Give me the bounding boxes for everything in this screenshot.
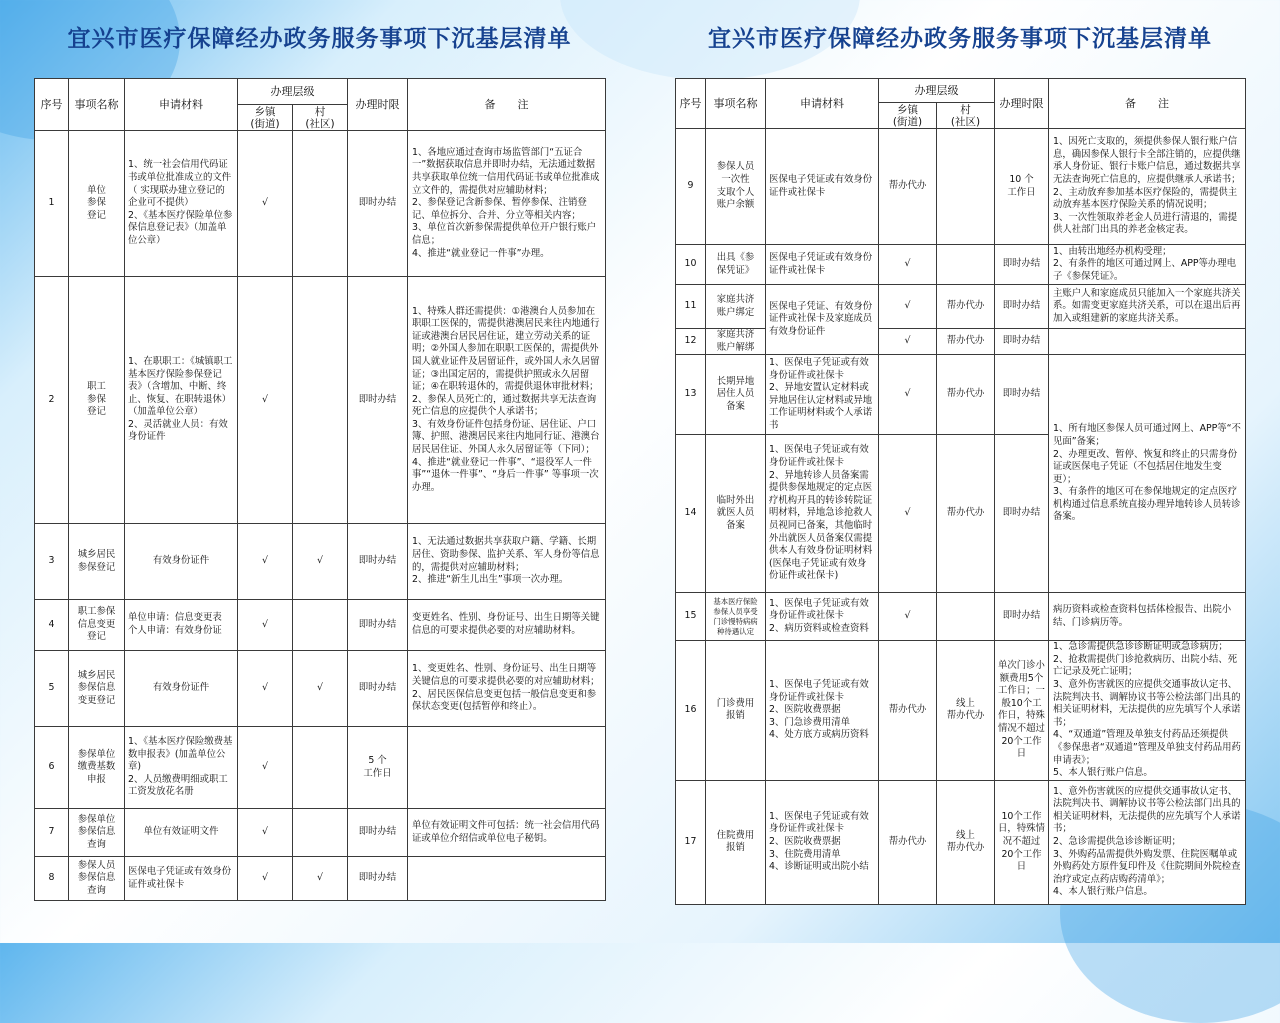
cell-seq: 7 [35, 809, 69, 857]
cell-seq: 6 [35, 727, 69, 809]
table-row [676, 641, 1246, 781]
cell-name: 职工 参保 登记 [69, 277, 125, 524]
header-time: 办理时限 [995, 79, 1049, 129]
cell-town: 帮办代办 [879, 641, 937, 781]
right-page [675, 0, 1245, 905]
cell-village [293, 809, 348, 857]
cell-town: √ [238, 524, 293, 600]
cell-seq: 4 [35, 600, 69, 651]
header-town: 乡镇 (街道) [238, 105, 293, 131]
cell-materials: 医保电子凭证或有效身份证件或社保卡 [766, 129, 879, 245]
table-row [676, 355, 1246, 435]
header-time: 办理时限 [348, 79, 408, 131]
cell-seq: 15 [676, 593, 706, 641]
cell-village: 帮办代办 [937, 355, 995, 435]
cell-time: 即时办结 [995, 329, 1049, 355]
cell-town: √ [238, 277, 293, 524]
cell-note: 单位有效证明文件可包括：统一社会信用代码证或单位介绍信或单位电子秘钥。 [408, 809, 606, 857]
cell-note: 1、急诊需提供急诊诊断证明或急诊病历； 2、抢救需提供门诊抢救病历、出院小结、死亡记录及死亡证明； 3、意外伤害就医的应提供交通事故认定书、法院判决书、调解协议书等公检法部门出具的相关证明材料，无法提供的应先填写个人承诺书； 4、“双通道”管理及单独支付药品还须提供《参保患者“双通道”管理及单独支付药品用药申请表》； 5、本人银行账户信息。 [1049, 641, 1246, 781]
cell-village: 线上 帮办代办 [937, 780, 995, 904]
cell-materials: 单位有效证明文件 [125, 809, 238, 857]
cell-seq: 12 [676, 329, 706, 355]
cell-name: 参保人员 一次性 支取个人 账户余额 [706, 129, 766, 245]
cell-town: 帮办代办 [879, 129, 937, 245]
header-seq: 序号 [35, 79, 69, 131]
cell-town: √ [238, 727, 293, 809]
cell-village: 线上 帮办代办 [937, 641, 995, 781]
cell-village [293, 727, 348, 809]
cell-seq: 11 [676, 285, 706, 329]
cell-village: 帮办代办 [937, 285, 995, 329]
header-village: 村 (社区) [293, 105, 348, 131]
cell-materials: 1、统一社会信用代码证书或单位批准成立的文件（ 实现联办建立登记的企业可不提供） 2、《基本医疗保险单位参保信息登记表》（加盖单位公章） [125, 131, 238, 277]
cell-town: √ [238, 131, 293, 277]
table-row [35, 727, 606, 809]
cell-name: 参保单位 缴费基数 申报 [69, 727, 125, 809]
header-materials: 申请材料 [125, 79, 238, 131]
cell-name: 家庭共济 账户绑定 [706, 285, 766, 329]
table-row [676, 129, 1246, 245]
cell-time: 10 个 工作日 [995, 129, 1049, 245]
service-list-table [675, 78, 1246, 905]
cell-village: 帮办代办 [937, 435, 995, 593]
cell-name: 长期异地 居住人员 备案 [706, 355, 766, 435]
table-row [35, 651, 606, 727]
cell-village [293, 131, 348, 277]
table-row [35, 277, 606, 524]
cell-seq: 14 [676, 435, 706, 593]
table-row [676, 245, 1246, 285]
table-row [35, 600, 606, 651]
table-row [676, 329, 1246, 355]
cell-note [1049, 329, 1246, 355]
cell-town: √ [879, 435, 937, 593]
cell-name: 单位 参保 登记 [69, 131, 125, 277]
cell-town: √ [879, 593, 937, 641]
cell-name: 参保单位 参保信息 查询 [69, 809, 125, 857]
cell-note: 1、各地应通过查询市场监管部门“五证合一”数据获取信息并即时办结，无法通过数据共享获取单位统一信用代码证书或单位批准成立文件的，需提供对应辅助材料； 2、参保登记含新参保、暂停参保、注销登记、单位拆分、合并、分立等相关内容； 3、单位首次新参保需提供单位开户银行账户信息； 4、推进“就业登记一件事”办理。 [408, 131, 606, 277]
cell-note: 1、所有地区参保人员可通过网上、APP等“不见面”备案； 2、办理更改、暂停、恢复和终止的只需身份证或医保电子凭证（不包括居住地发生变更）； 3、有条件的地区可在参保地规定的定点医疗机构通过信息系统直接办理异地转诊人员转诊备案。 [1049, 355, 1246, 593]
service-list-table [34, 78, 606, 901]
cell-town: √ [879, 245, 937, 285]
cell-seq: 17 [676, 780, 706, 904]
cell-materials: 医保电子凭证或有效身份证件或社保卡 [125, 857, 238, 901]
header-level: 办理层级 [238, 79, 348, 105]
cell-time: 即时办结 [348, 600, 408, 651]
cell-seq: 13 [676, 355, 706, 435]
cell-town: √ [238, 809, 293, 857]
cell-seq: 8 [35, 857, 69, 901]
cell-note: 主账户人和家庭成员只能加入一个家庭共济关系。如需变更家庭共济关系，可以在退出后再加入或组建新的家庭共济关系。 [1049, 285, 1246, 329]
cell-name: 临时外出 就医人员 备案 [706, 435, 766, 593]
cell-name: 门诊费用 报销 [706, 641, 766, 781]
cell-materials: 单位申请：信息变更表 个人申请：有效身份证 [125, 600, 238, 651]
cell-materials: 1、医保电子凭证或有效身份证件或社保卡 2、异地安置认定材料或异地居住认定材料或异地工作证明材料或个人承诺书 [766, 355, 879, 435]
cell-name: 城乡居民 参保登记 [69, 524, 125, 600]
cell-name: 职工参保 信息变更 登记 [69, 600, 125, 651]
header-note: 备 注 [408, 79, 606, 131]
table-row [35, 524, 606, 600]
cell-village [937, 129, 995, 245]
header-materials: 申请材料 [766, 79, 879, 129]
cell-name: 城乡居民 参保信息 变更登记 [69, 651, 125, 727]
cell-village: 帮办代办 [937, 329, 995, 355]
cell-town: √ [879, 329, 937, 355]
cell-time: 即时办结 [348, 651, 408, 727]
header-village: 村 (社区) [937, 103, 995, 129]
cell-name: 基本医疗保险 参保人员享受 门诊慢特病病 种待遇认定 [706, 593, 766, 641]
cell-town: √ [238, 857, 293, 901]
cell-note: 1、无法通过数据共享获取户籍、学籍、长期居住、资助参保、监护关系、军人身份等信息的，需提供对应辅助材料； 2、推进“新生儿出生”事项一次办理。 [408, 524, 606, 600]
cell-seq: 2 [35, 277, 69, 524]
cell-materials: 1、医保电子凭证或有效身份证件或社保卡 2、病历资料或检查资料 [766, 593, 879, 641]
cell-name: 家庭共济 账户解绑 [706, 329, 766, 355]
cell-seq: 5 [35, 651, 69, 727]
table-row [676, 593, 1246, 641]
cell-materials: 有效身份证件 [125, 651, 238, 727]
cell-seq: 1 [35, 131, 69, 277]
table-row [676, 780, 1246, 904]
cell-seq: 9 [676, 129, 706, 245]
cell-time: 即时办结 [995, 593, 1049, 641]
cell-time: 5 个 工作日 [348, 727, 408, 809]
cell-time: 即时办结 [348, 809, 408, 857]
cell-town: √ [879, 355, 937, 435]
page-title: 宜兴市医疗保障经办政务服务事项下沉基层清单 [67, 26, 572, 52]
header-name: 事项名称 [706, 79, 766, 129]
cell-note: 1、因死亡支取的，须提供参保人银行账户信息，确因参保人银行卡全部注销的，应提供继承人身份证、银行卡账户信息，通过数据共享无法查询死亡信息的，应提供继承人承诺书； 2、主动放弃参加基本医疗保险的，需提供主动放弃基本医疗保险关系的情况说明； 3、一次性领取养老金人员进行清退的，需提供人社部门出具的养老金核定表。 [1049, 129, 1246, 245]
cell-time: 即时办结 [348, 131, 408, 277]
cell-note: 1、意外伤害就医的应提供交通事故认定书、法院判决书、调解协议书等公检法部门出具的相关证明材料，无法提供的应先填写个人承诺书； 2、急诊需提供急诊诊断证明； 3、外购药品需提供外购发票、住院医嘱单或外购药处方原件复印件及《住院期间外院检查治疗或定点药店购药清单》； 4、本人银行账户信息。 [1049, 780, 1246, 904]
left-page [34, 0, 605, 901]
cell-time: 即时办结 [348, 277, 408, 524]
cell-materials: 1、医保电子凭证或有效身份证件或社保卡 2、医院收费票据 3、门急诊费用清单 4、处方底方或病历资料 [766, 641, 879, 781]
cell-note [408, 857, 606, 901]
table-row [676, 285, 1246, 329]
cell-seq: 3 [35, 524, 69, 600]
cell-time: 即时办结 [995, 355, 1049, 435]
cell-town: √ [238, 600, 293, 651]
cell-materials: 1、医保电子凭证或有效身份证件或社保卡 2、医院收费票据 3、住院费用清单 4、诊断证明或出院小结 [766, 780, 879, 904]
cell-town: 帮办代办 [879, 780, 937, 904]
cell-village: √ [293, 524, 348, 600]
cell-name: 出具《参 保凭证》 [706, 245, 766, 285]
cell-materials: 医保电子凭证、有效身份证件或社保卡及家庭成员有效身份证件 [766, 285, 879, 355]
cell-materials: 1、在职职工：《城镇职工基本医疗保险参保登记表》（含增加、中断、终止、恢复、在职转退休） （加盖单位公章） 2、灵活就业人员：有效身份证件 [125, 277, 238, 524]
table-row [35, 131, 606, 277]
cell-materials: 1、《基本医疗保险缴费基数申报表》(加盖单位公章) 2、人员缴费明细或职工工资发放花名册 [125, 727, 238, 809]
cell-time: 单次门诊小额费用5个工作日；一般10个工作日，特殊情况不超过20个工作日 [995, 641, 1049, 781]
cell-time: 即时办结 [995, 245, 1049, 285]
cell-village: √ [293, 651, 348, 727]
cell-seq: 16 [676, 641, 706, 781]
cell-village: √ [293, 857, 348, 901]
header-seq: 序号 [676, 79, 706, 129]
page-title: 宜兴市医疗保障经办政务服务事项下沉基层清单 [708, 26, 1212, 52]
cell-note: 病历资料或检查资料包括体检报告、出院小结、门诊病历等。 [1049, 593, 1246, 641]
cell-note: 1、由转出地经办机构受理； 2、有条件的地区可通过网上、APP等办理电子《参保凭证》。 [1049, 245, 1246, 285]
cell-town: √ [238, 651, 293, 727]
cell-time: 即时办结 [995, 285, 1049, 329]
cell-village [293, 600, 348, 651]
table-row [35, 809, 606, 857]
cell-name: 住院费用 报销 [706, 780, 766, 904]
cell-materials: 1、医保电子凭证或有效身份证件或社保卡 2、异地转诊人员备案需提供参保地规定的定点医疗机构开具的转诊转院证明材料，异地急诊抢救人员视同已备案，其他临时外出就医人员备案仅需提供本人有效身份证明材料(医保电子凭证或有效身份证件或社保卡) [766, 435, 879, 593]
header-note: 备 注 [1049, 79, 1246, 129]
cell-note [408, 727, 606, 809]
cell-village [293, 277, 348, 524]
cell-seq: 10 [676, 245, 706, 285]
cell-time: 即时办结 [995, 435, 1049, 593]
cell-materials: 医保电子凭证或有效身份证件或社保卡 [766, 245, 879, 285]
cell-note: 变更姓名、性别、身份证号、出生日期等关键信息的可要求提供必要的对应辅助材料。 [408, 600, 606, 651]
cell-materials: 有效身份证件 [125, 524, 238, 600]
cell-time: 10个工作日，特殊情况不超过20个工作日 [995, 780, 1049, 904]
cell-name: 参保人员 参保信息 查询 [69, 857, 125, 901]
cell-note: 1、特殊人群还需提供：①港澳台人员参加在职职工医保的，需提供港澳居民来往内地通行证或港澳台居民居住证，建立劳动关系的证明；②外国人参加在职职工医保的，需提供外国人就业证件及居留证件，或外国人永久居留证；③出国定居的，需提供护照或永久居留证；④在职转退休的，需提供退休审批材料； 2、参保人员死亡的，通过数据共享无法查询死亡信息的应提供个人承诺书； 3、有效身份证件包括身份证、居住证、户口簿、护照、港澳居民来往内地同行证、港澳台居民居住证、外国人永久居留证等（下同）； 4、推进“就业登记一件事”、“退役军人一件事”“退休一件事”、“身后一件事” 等事项一次办理。 [408, 277, 606, 524]
cell-time: 即时办结 [348, 524, 408, 600]
cell-town: √ [879, 285, 937, 329]
header-level: 办理层级 [879, 79, 995, 103]
header-town: 乡镇 (街道) [879, 103, 937, 129]
table-row [35, 857, 606, 901]
cell-time: 即时办结 [348, 857, 408, 901]
cell-note: 1、变更姓名、性别、身份证号、出生日期等关键信息的可要求提供必要的对应辅助材料； 2、居民医保信息变更包括一般信息变更和参保状态变更(包括暂停和终止）。 [408, 651, 606, 727]
cell-village [937, 245, 995, 285]
header-name: 事项名称 [69, 79, 125, 131]
cell-village [937, 593, 995, 641]
